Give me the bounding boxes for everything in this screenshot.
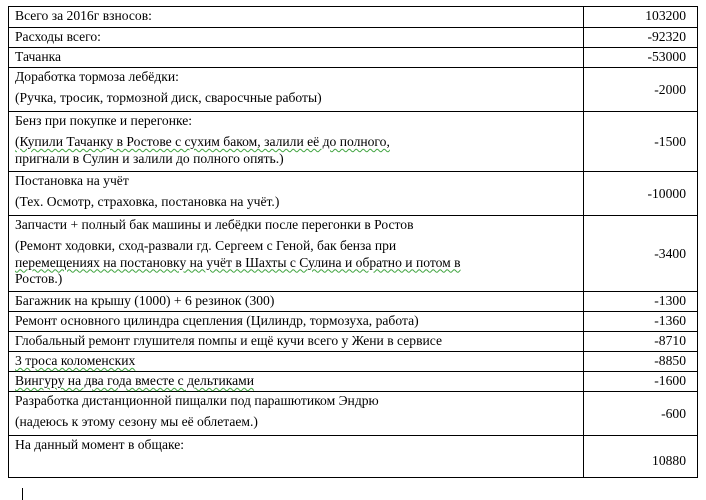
table-row <box>9 436 698 478</box>
table-row <box>9 28 698 48</box>
table-row <box>9 292 698 312</box>
row-description <box>9 352 584 372</box>
row-description <box>9 392 584 436</box>
row-text-line: (надеюсь к этому сезону мы её облетаем.) <box>15 413 258 429</box>
budget-table <box>8 6 698 478</box>
row-amount: -600 <box>584 392 698 436</box>
row-text-line: Доработка тормоза лебёдки: <box>15 69 179 84</box>
table-row <box>9 372 698 392</box>
row-amount: 103200 <box>584 7 698 28</box>
row-description <box>9 48 584 68</box>
row-description <box>9 28 584 48</box>
row-text-line: Всего за 2016г взносов: <box>15 8 152 23</box>
row-description <box>9 312 584 332</box>
row-text-line: (Ручка, тросик, тормозной диск, сваросчные работы) <box>15 89 322 105</box>
row-text-line: Тачанка <box>15 49 62 64</box>
row-description <box>9 332 584 352</box>
table-row <box>9 68 698 112</box>
table-row <box>9 352 698 372</box>
row-text-line: Багажник на крышу (1000) + 6 резинок (300) <box>15 293 275 308</box>
row-amount: -53000 <box>584 48 698 68</box>
row-text-line: Разработка дистанционной пищалки под парашютиком Эндрю <box>15 393 379 408</box>
table-row <box>9 112 698 172</box>
row-description <box>9 436 584 478</box>
row-text-line: (Ремонт ходовки, сход-развали гд. Сергеем с Геной, бак бенза при <box>15 237 397 253</box>
row-description <box>9 372 584 392</box>
row-description <box>9 172 584 216</box>
row-text-line: Глобальный ремонт глушителя помпы и ещё кучи всего у Жени в сервисе <box>15 333 443 348</box>
text-cursor[interactable] <box>22 488 23 500</box>
row-amount: -8710 <box>584 332 698 352</box>
row-text-line: Постановка на учёт <box>15 173 129 188</box>
table-row <box>9 216 698 292</box>
row-amount: -1360 <box>584 312 698 332</box>
row-text-line: Ростов.) <box>15 271 63 287</box>
row-description <box>9 292 584 312</box>
row-text-line: Вингуру на два года вместе с дельтиками <box>15 373 255 388</box>
row-text-line: На данный момент в общаке: <box>15 437 185 452</box>
row-description <box>9 7 584 28</box>
row-amount: -8850 <box>584 352 698 372</box>
row-text-line: (Купили Тачанку в Ростове с сухим баком, залили её до полного, <box>15 133 390 149</box>
table-row <box>9 48 698 68</box>
row-text-line: Ремонт основного цилиндра сцепления (Цилиндр, тормозуха, работа) <box>15 313 419 328</box>
table-row <box>9 312 698 332</box>
row-text-line: пригнали в Сулин и залили до полного опять.) <box>15 150 284 166</box>
row-description <box>9 68 584 112</box>
row-description <box>9 216 584 292</box>
row-text-line: Запчасти + полный бак машины и лебёдки после перегонки в Ростов <box>15 217 414 232</box>
row-amount: -3400 <box>584 216 698 292</box>
row-amount: -1300 <box>584 292 698 312</box>
row-amount: -1500 <box>584 112 698 172</box>
row-amount: -10000 <box>584 172 698 216</box>
row-text-line: 3 троса коломенских <box>15 353 136 368</box>
budget-document <box>8 6 698 478</box>
row-text-line: Расходы всего: <box>15 29 101 44</box>
table-row <box>9 7 698 28</box>
row-text-line: (Тех. Осмотр, страховка, постановка на учёт.) <box>15 193 280 209</box>
row-amount: -2000 <box>584 68 698 112</box>
row-amount: -92320 <box>584 28 698 48</box>
row-text-line: Бенз при покупке и перегонке: <box>15 113 193 128</box>
row-description <box>9 112 584 172</box>
table-row <box>9 172 698 216</box>
row-amount: 10880 <box>584 436 698 478</box>
row-text-line: перемещениях на постановку на учёт в Шахты с Сулина и обратно и потом в <box>15 254 461 270</box>
table-row <box>9 332 698 352</box>
row-amount: -1600 <box>584 372 698 392</box>
table-row <box>9 392 698 436</box>
